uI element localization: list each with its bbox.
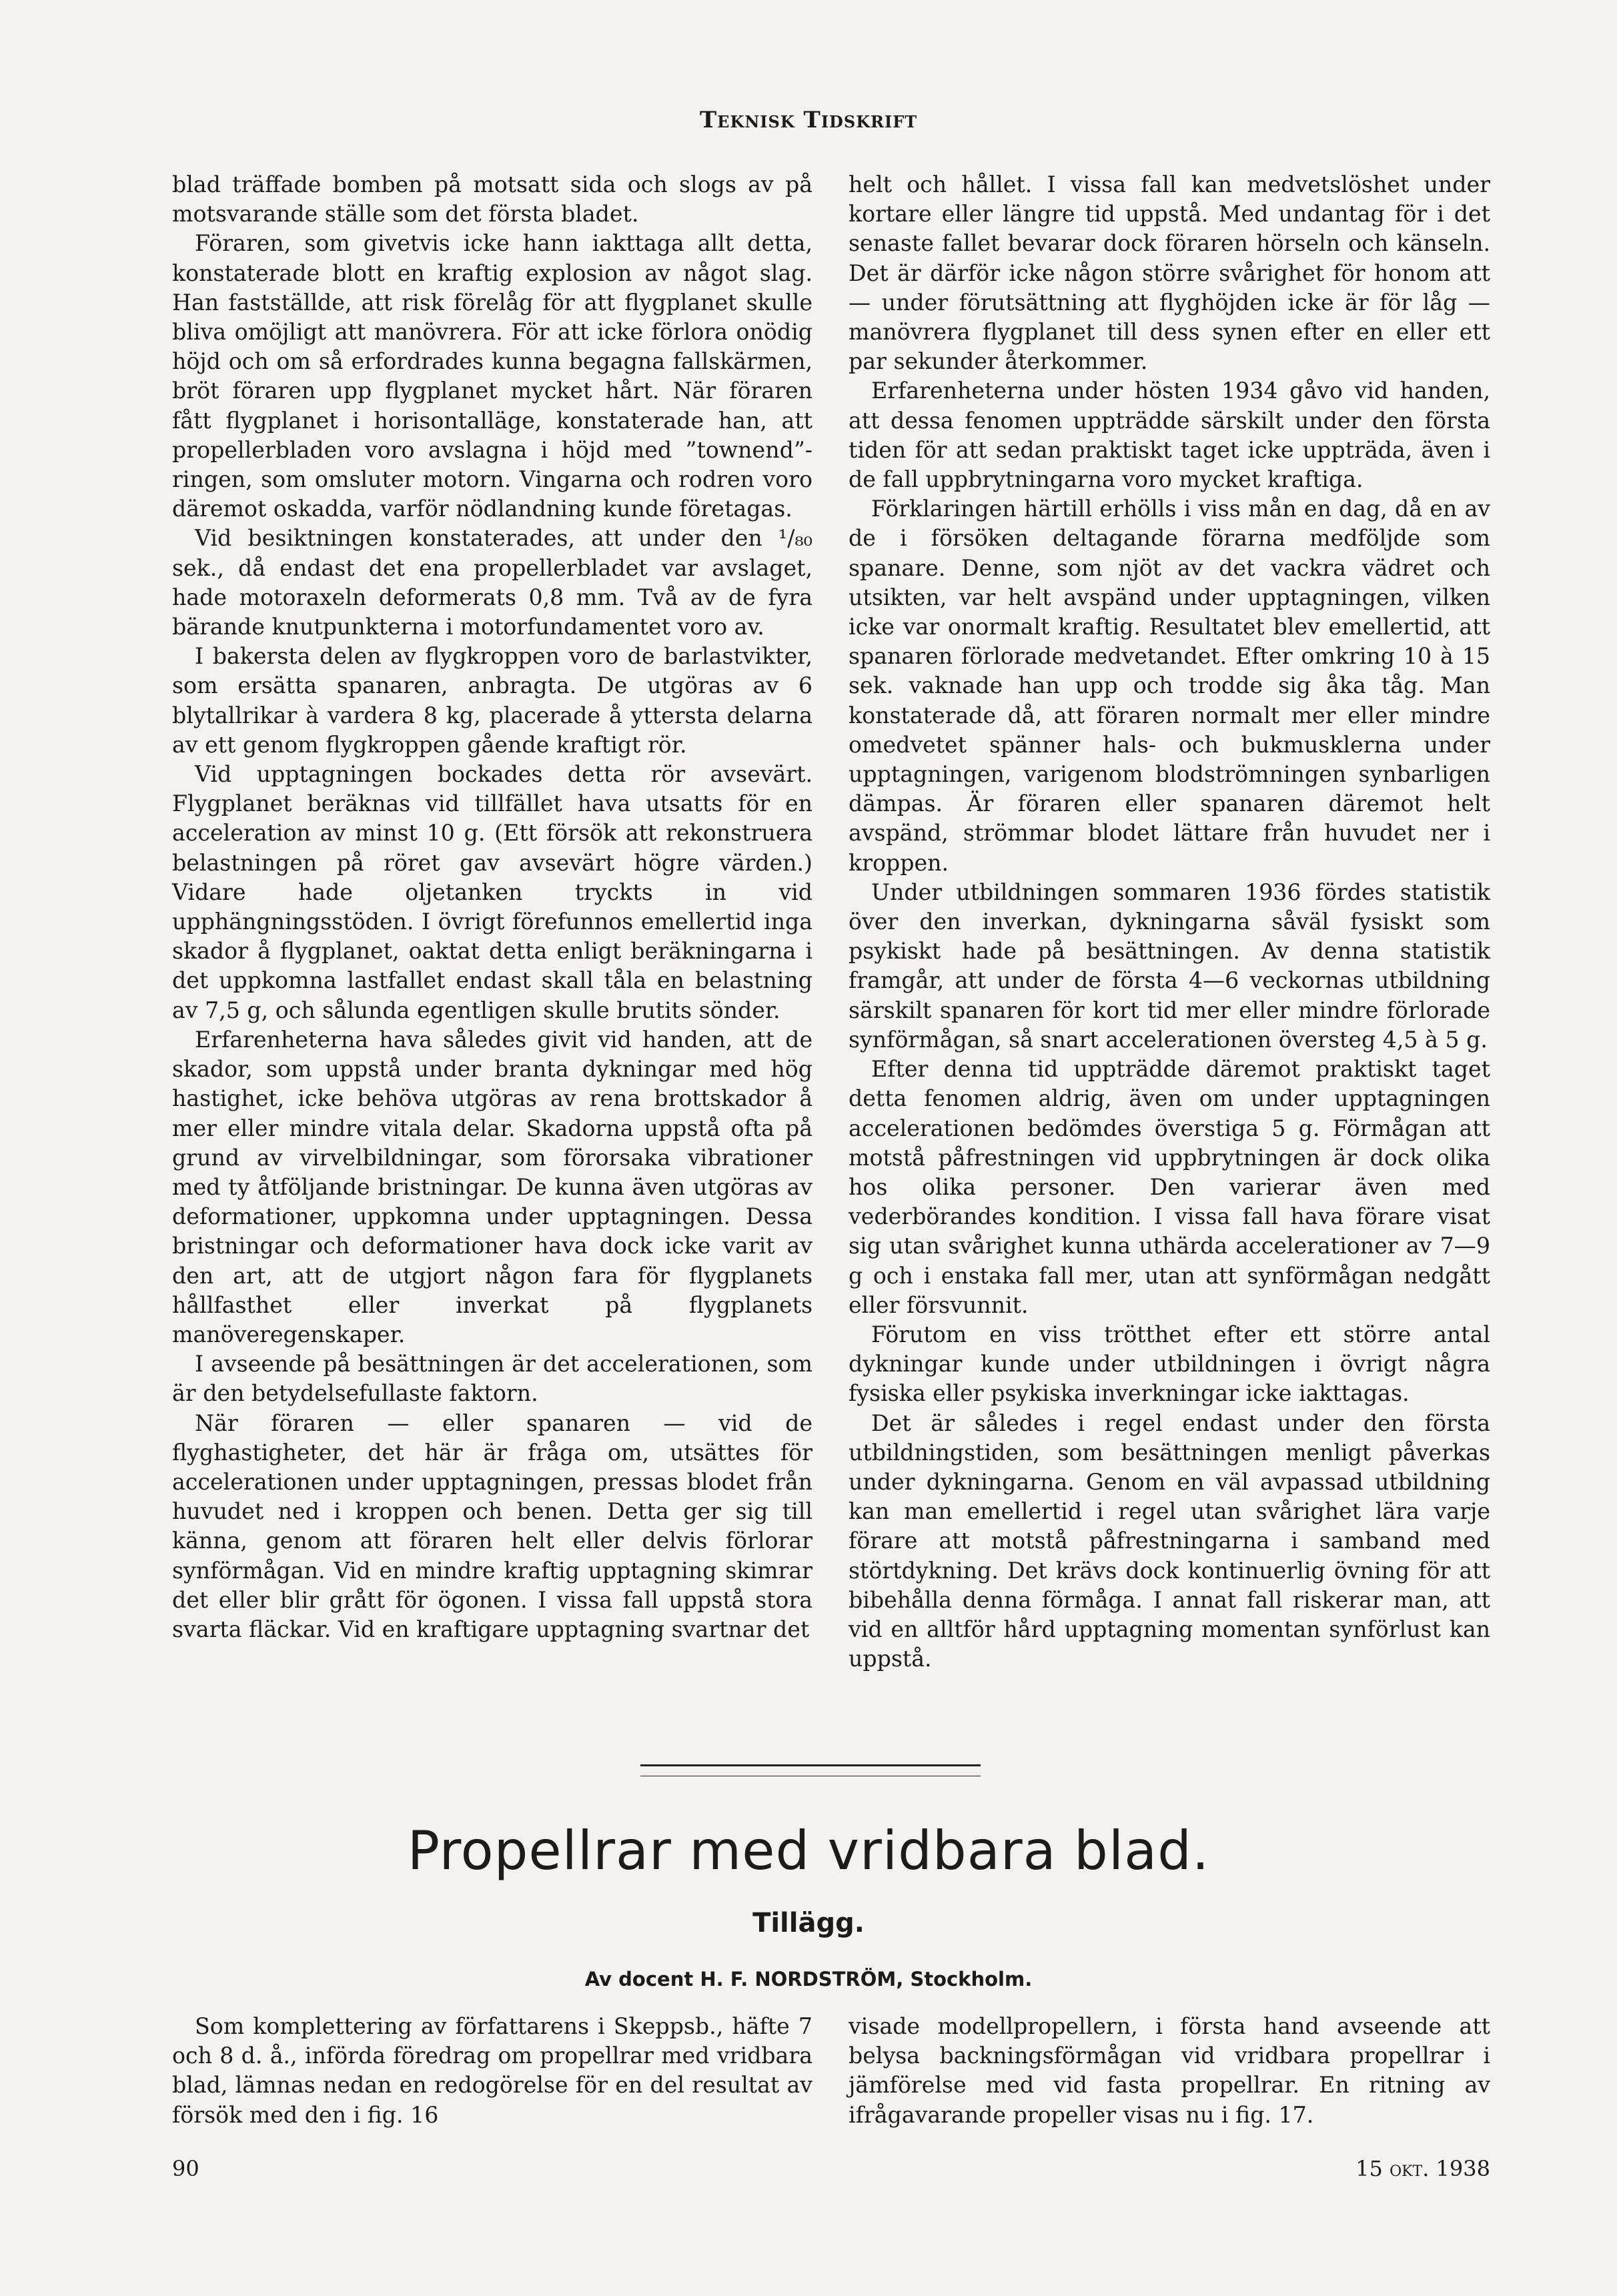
article-right-column [849,170,1490,1674]
article-subtitle: Tillägg. [752,1908,865,1938]
paragraph: Erfarenheterna hava således givit vid handen, att de skador, som uppstå under branta dykningar med hög hastighet, icke behöva utgöras av rena brottskador å mer eller mindre vitala delar. Skadorna uppstå ofta på grund av virvelbildningar, som förorsaka vibrationer med ty åtföljande bristningar. De kunna även utgöras av deformationer, uppkomna under upptagningen. Dessa bristningar och deformationer hava dock icke varit av den art, att de utgjort någon fara för flygplanets hållfasthet eller inverkat på flygplanets manöveregenskaper. [172,1026,813,1347]
section-divider [640,1764,981,1776]
paragraph: Efter denna tid uppträdde däremot praktiskt taget detta fenomen aldrig, även om under upptagningen accelerationen bedömdes överstiga 5 g. Förmågan att motstå påfrestningen vid uppbrytningen är dock olika hos olika personer. Den varierar även med vederbörandes kondition. I vissa fall hava förare visat sig utan svårighet kunna uthärda accelerationer av 7—9 g och i enstaka fall mer, utan att synförmågan nedgått eller försvunnit. [849,1056,1490,1318]
article-byline: Av docent H. F. NORDSTRÖM, Stockholm. [584,1968,1033,1990]
paragraph: Det är således i regel endast under den första utbildningstiden, som besättningen menligt påverkas under dykningarna. Genom en väl avpassad utbildning kan man emellertid i regel utan svårighet lära varje förare att motstå påfrestningarna i samband med störtdykning. Det krävs dock kontinuerlig övning för att bibehålla denna förmåga. I annat fall riskerar man, att vid en alltför hård upptagning momentan synförlust kan uppstå. [849,1409,1490,1672]
page-number: 90 [172,2156,199,2181]
paragraph: Vid upptagningen bockades detta rör avsevärt. Flygplanet beräknas vid tillfället hava utsatts för en acceleration av minst 10 g. (Ett försök att rekonstruera belastningen på röret gav avsevärt högre värden.) Vidare hade oljetanken tryckts in vid upphängningsstöden. I övrigt förefunnos emellertid inga skador å flygplanet, oaktat detta enligt beräkningarna i det uppkomna lastfallet endast skall tåla en belastning av 7,5 g, och sålunda egentligen skulle brutits sönder. [172,761,813,1023]
issue-date: 15 okt. 1938 [1356,2156,1490,2181]
paragraph: Som komplettering av författarens i Skeppsb., häfte 7 och 8 d. å., införda föredrag om propellrar med vridbara blad, lämnas nedan en redogörelse för en del resultat av försök med den i fig. 16 [172,2013,813,2128]
paragraph: Förutom en viss trötthet efter ett större antal dykningar kunde under utbildningen i övrigt några fysiska eller psykiska inverkningar icke iakttagas. [849,1321,1490,1407]
article2-right-column [849,2012,1490,2130]
article-title: Propellrar med vridbara blad. [407,1820,1210,1882]
article-left-column [172,170,813,1644]
paragraph: Under utbildningen sommaren 1936 fördes statistik över den inverkan, dykningarna såväl fysiskt som psykiskt hade på besättningen. Av denna statistik framgår, att under de första 4—6 veckornas utbildning särskilt spanaren för kort tid mer eller mindre förlorade synförmågan, så snart accelerationen översteg 4,5 à 5 g. [849,879,1490,1053]
paragraph: I avseende på besättningen är det accelerationen, som är den betydelsefullaste faktorn. [172,1351,813,1407]
paragraph: Vid besiktningen konstaterades, att under den ¹/₈₀ sek., då endast det ena propellerbladet var avslaget, hade motoraxeln deformerats 0,8 mm. Två av de fyra bärande knutpunkterna i motorfundamentet voro av. [172,525,813,640]
paragraph: blad träffade bomben på motsatt sida och slogs av på motsvarande ställe som det första bladet. [172,171,813,227]
paragraph: visade modellpropellern, i första hand avseende att belysa backningsförmågan vid vridbara propellrar i jämförelse med vid fasta propellrar. En ritning av ifrågavarande propeller visas nu i fig. 17. [849,2013,1490,2128]
paragraph: helt och hållet. I vissa fall kan medvetslöshet under kortare eller längre tid uppstå. Med undantag för i det senaste fallet bevarar dock föraren hörseln och känseln. Det är därför icke någon större svårighet för honom att — under förutsättning att flyghöjden icke är för låg — manövrera flygplanet till dess synen efter en eller ett par sekunder återkommer. [849,171,1490,375]
paragraph: Förklaringen härtill erhölls i viss mån en dag, då en av de i försöken deltagande förarna medföljde som spanare. Denne, som njöt av det vackra vädret och utsikten, var helt avspänd under upptagningen, vilken icke var onormalt kraftig. Resultatet blev emellertid, att spanaren förlorade medvetandet. Efter omkring 10 à 15 sek. vaknade han upp och trodde sig åka tåg. Man konstaterade då, att föraren normalt mer eller mindre omedvetet spänner hals- och bukmusklerna under upptagningen, varigenom blodströmningen synbarligen dämpas. Är föraren eller spanaren däremot helt avspänd, strömmar blodet lättare från huvudet ner i kroppen. [849,496,1490,876]
running-head: Teknisk Tidskrift [699,107,918,133]
paragraph: Föraren, som givetvis icke hann iakttaga allt detta, konstaterade blott en kraftig explosion av något slag. Han fastställde, att risk förelåg för att flygplanet skulle bliva omöjligt att manövrera. För att icke förlora onödig höjd och om så erfordrades kunna begagna fallskärmen, bröt föraren upp flygplanet mycket hårt. När föraren fått flygplanet i horisontalläge, konstaterade han, att propellerbladen voro avslagna i höjd med ”townend”-ringen, som omsluter motorn. Vingarna och rodren voro däremot oskadda, varför nödlandning kunde företagas. [172,230,813,522]
article2-left-column [172,2012,813,2130]
paragraph: Erfarenheterna under hösten 1934 gåvo vid handen, att dessa fenomen uppträdde särskilt under den första tiden för att sedan praktiskt taget icke uppträda, även i de fall uppbrytningarna voro mycket kraftiga. [849,378,1490,493]
paragraph: När föraren — eller spanaren — vid de flyghastigheter, det här är fråga om, utsättes för accelerationen under upptagningen, pressas blodet från huvudet ned i kroppen och benen. Detta ger sig till känna, genom att föraren helt eller delvis förlorar synförmågan. Vid en mindre kraftig upptagning skimrar det eller blir grått för ögonen. I vissa fall uppstå stora svarta fläckar. Vid en kraftigare upptagning svartnar det [172,1409,813,1642]
paragraph: I bakersta delen av flygkroppen voro de barlastvikter, som ersätta spanaren, anbragta. De utgöras av 6 blytallrikar à vardera 8 kg, placerade å yttersta delarna av ett genom flygkroppen gående kraftigt rör. [172,643,813,758]
